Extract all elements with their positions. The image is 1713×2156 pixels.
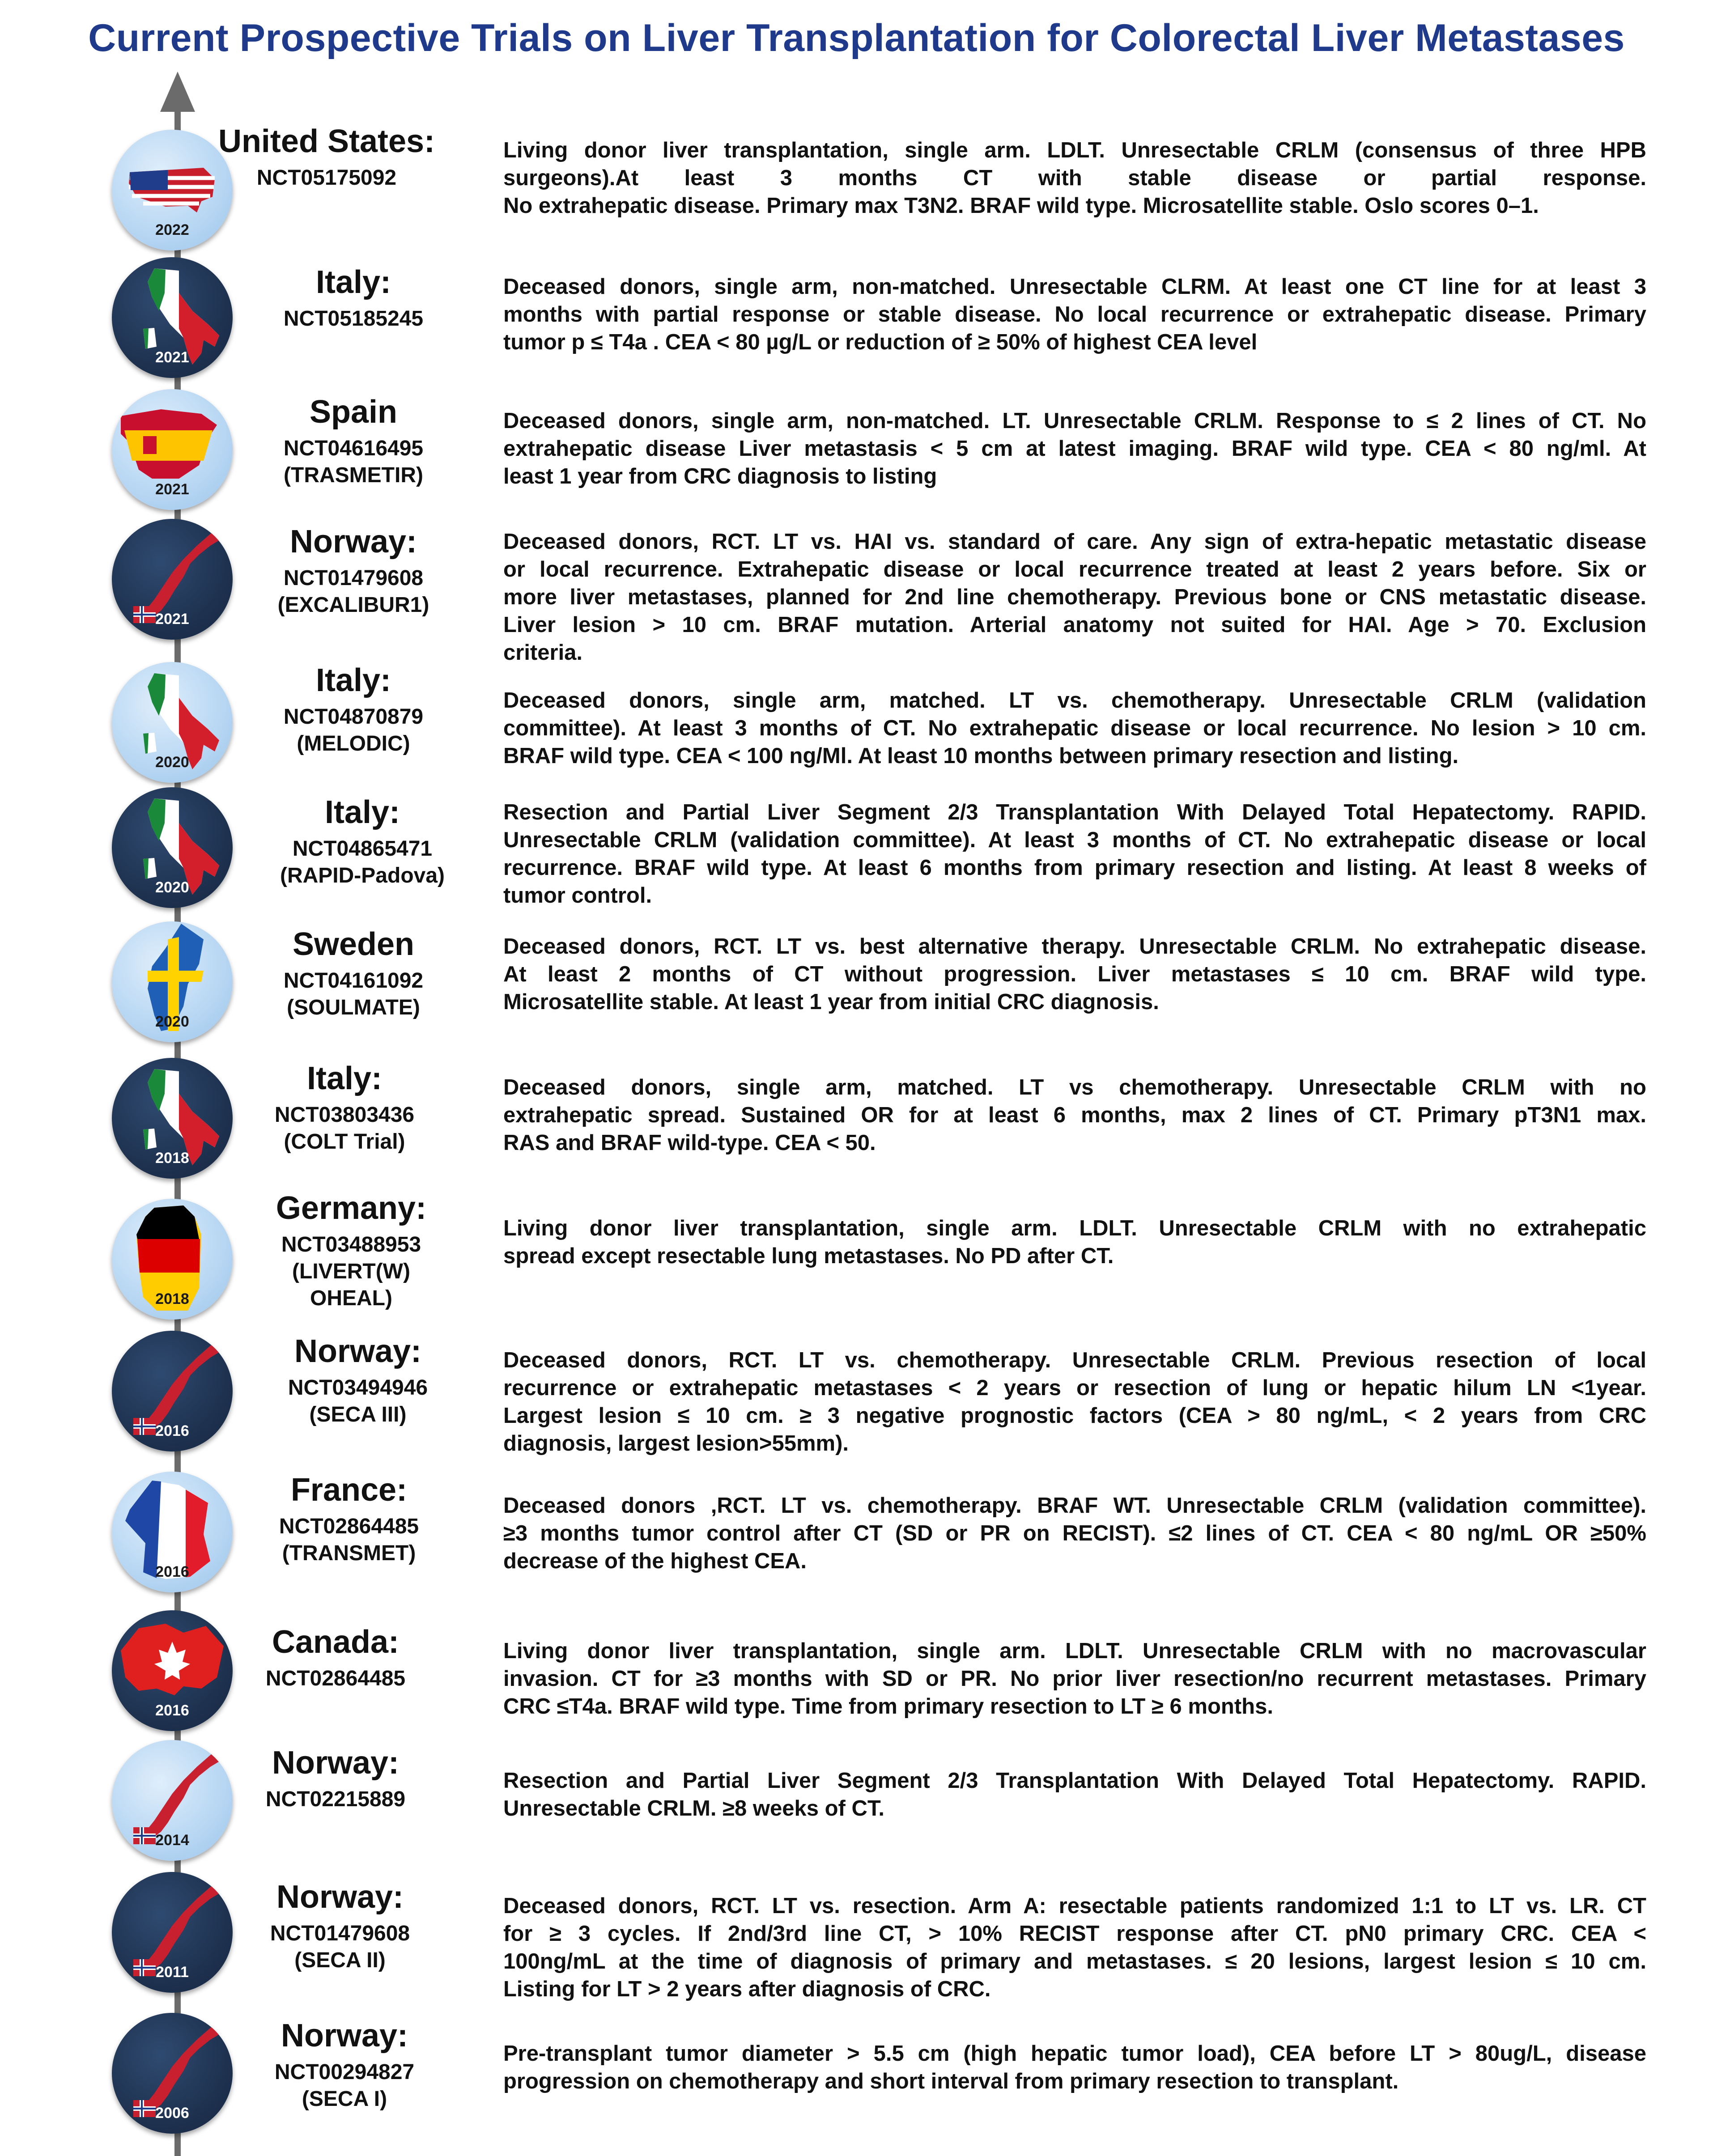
trial-acronym: (SOULMATE) — [287, 996, 420, 1019]
trial-country: Italy: — [315, 264, 391, 300]
trial-country: Spain — [309, 394, 398, 430]
trial-acronym: (EXCALIBUR1) — [277, 593, 429, 617]
trial-description-line: Unresectable CRLM (validation committee). At least 3 months of CT. No extrahepatic disease or local — [503, 828, 1646, 852]
trial-description-line: for ≥ 3 cycles. If 2nd/3rd line CT, > 10% RECIST response after CT. pN0 primary CRC. CEA < — [503, 1922, 1646, 1946]
trial-nct-code: NCT04870879 — [283, 705, 424, 729]
trial-nct-code: NCT05185245 — [283, 307, 424, 331]
trial-description — [503, 1492, 1646, 1575]
trial-description — [503, 1346, 1646, 1457]
trial-nct-code: NCT02864485 — [279, 1515, 419, 1538]
trial-year: 2021 — [155, 481, 189, 498]
page-title: Current Prospective Trials on Liver Transplantation for Colorectal Liver Metastases — [88, 17, 1625, 59]
trial-year: 2016 — [155, 1563, 189, 1580]
trial-description — [503, 798, 1646, 909]
germany-flag-map-icon — [112, 1199, 233, 1320]
trial-year: 2021 — [155, 349, 189, 366]
trial-description-line: BRAF wild type. CEA < 100 ng/Ml. At least 10 months between primary resection and listing. — [503, 744, 1459, 768]
trial-description-line: spread except resectable lung metastases. No PD after CT. — [503, 1244, 1114, 1268]
trial-description-line: At least 2 months of CT without progression. Liver metastases ≤ 10 cm. BRAF wild type. — [503, 962, 1646, 986]
trial-description — [503, 1214, 1646, 1270]
trial-description-line: extrahepatic disease Liver metastasis < 5 cm at latest imaging. BRAF wild type. CEA < 80 ng/ml. At — [503, 437, 1646, 461]
trial-description — [503, 2040, 1646, 2095]
spain-flag-map-icon — [112, 389, 233, 510]
trial-country: Italy: — [315, 662, 391, 698]
trial-description-line: tumor control. — [503, 883, 652, 908]
trial-acronym: (SECA II) — [294, 1948, 386, 1972]
trial-year: 2018 — [155, 1290, 189, 1307]
trial-acronym: OHEAL) — [310, 1286, 392, 1310]
trial-description-line: more liver metastases, planned for 2nd line chemotherapy. Previous bone or CNS metastatic disease. — [503, 585, 1646, 609]
trial-description — [503, 1892, 1646, 2003]
trial-description-line: Resection and Partial Liver Segment 2/3 Transplantation With Delayed Total Hepatectomy. RAPID. — [503, 1769, 1646, 1793]
trial-description-line: Deceased donors, RCT. LT vs. best alternative therapy. Unresectable CRLM. No extrahepatic disease. — [503, 934, 1646, 959]
trial-description-line: Microsatellite stable. At least 1 year from initial CRC diagnosis. — [503, 990, 1159, 1014]
italy-flag-map-icon — [112, 787, 233, 908]
trial-nct-code: NCT04616495 — [283, 437, 424, 460]
trial-description-line: Pre-transplant tumor diameter > 5.5 cm (high hepatic tumor load), CEA before LT > 80ug/L, disease — [503, 2041, 1646, 2066]
trial-country: Norway: — [289, 524, 417, 560]
trial-description-line: Liver lesion > 10 cm. BRAF mutation. Arterial anatomy not suited for HAI. Age > 70. Exclusion — [503, 613, 1646, 637]
trial-year: 2018 — [155, 1150, 189, 1167]
trial-country: Italy: — [324, 794, 400, 830]
trial-description-line: decrease of the highest CEA. — [503, 1549, 807, 1573]
trial-description-line: surgeons).At least 3 months CT with stable disease or partial response. — [503, 166, 1646, 190]
trial-description — [503, 407, 1646, 490]
trial-description — [503, 1767, 1646, 1822]
trial-description-line: 100ng/mL at the time of diagnosis of primary and metastases. ≤ 20 lesions, largest lesion ≤ 10 cm. — [503, 1949, 1646, 1974]
trial-country: Norway: — [272, 1745, 400, 1781]
trial-acronym: (SECA III) — [309, 1403, 407, 1426]
trial-description — [503, 1637, 1646, 1720]
trial-description-line: Deceased donors, single arm, matched. LT vs. chemotherapy. Unresectable CRLM (validation — [503, 688, 1646, 713]
trial-country: Germany: — [276, 1190, 427, 1226]
trial-acronym: (LIVERT(W) — [292, 1260, 410, 1283]
trial-description-line: extrahepatic spread. Sustained OR for at least 6 months, max 2 lines of CT. Primary pT3N1 max. — [503, 1103, 1646, 1127]
trial-nct-code: NCT04161092 — [283, 969, 424, 993]
trial-description-line: RAS and BRAF wild-type. CEA < 50. — [503, 1131, 876, 1155]
trial-description-line: least 1 year from CRC diagnosis to listing — [503, 464, 937, 488]
trial-description-line: Largest lesion ≤ 10 cm. ≥ 3 negative prognostic factors (CEA > 80 ng/mL, < 2 years from CRC — [503, 1404, 1646, 1428]
trial-description-line: or local recurrence. Extrahepatic disease or local recurrence treated at least 2 years before. Six or — [503, 557, 1646, 581]
trial-description-line: Deceased donors ,RCT. LT vs. chemotherapy. BRAF WT. Unresectable CRLM (validation committee). — [503, 1494, 1646, 1518]
trial-description-line: No extrahepatic disease. Primary max T3N2. BRAF wild type. Microsatellite stable. Oslo scores 0–1. — [503, 194, 1539, 218]
trial-nct-code: NCT03494946 — [288, 1376, 428, 1400]
trial-acronym: (COLT Trial) — [284, 1130, 405, 1154]
trial-nct-code: NCT05175092 — [256, 166, 397, 190]
trial-description-line: CRC ≤T4a. BRAF wild type. Time from primary resection to LT ≥ 6 months. — [503, 1694, 1273, 1719]
italy-flag-map-icon — [112, 662, 233, 783]
trial-description-line: progression on chemotherapy and short interval from primary resection to transplant. — [503, 2069, 1399, 2093]
italy-flag-map-icon — [112, 257, 233, 378]
trial-description-line: Deceased donors, single arm, non-matched. LT. Unresectable CRLM. Response to ≤ 2 lines of CT. No — [503, 409, 1646, 433]
trial-nct-code: NCT02215889 — [265, 1787, 406, 1811]
trial-description-line: ≥3 months tumor control after CT (SD or PR on RECIST). ≤2 lines of CT. CEA < 80 ng/mL OR ≥50% — [503, 1521, 1646, 1545]
trial-nct-code: NCT04865471 — [292, 837, 433, 861]
trial-year: 2006 — [155, 2105, 189, 2122]
trial-description-line: Unresectable CRLM. ≥8 weeks of CT. — [503, 1796, 884, 1821]
trial-description-line: invasion. CT for ≥3 months with SD or PR. No prior liver resection/no recurrent metastases. Primary — [503, 1667, 1646, 1691]
trial-acronym: (MELODIC) — [297, 732, 410, 755]
trial-description-line: recurrence or extrahepatic metastases < 2 years or resection of lung or hepatic hilum LN <1year. — [503, 1376, 1646, 1400]
trial-description-line: Listing for LT > 2 years after diagnosis of CRC. — [503, 1977, 991, 2001]
trial-description — [503, 528, 1646, 666]
trial-description-line: months with partial response or stable disease. No local recurrence or extrahepatic disease. Primary — [503, 302, 1646, 327]
trial-description-line: Deceased donors, RCT. LT vs. HAI vs. standard of care. Any sign of extra-hepatic metastatic disease — [503, 530, 1646, 554]
sweden-flag-map-icon — [112, 921, 233, 1042]
trial-country: Norway: — [276, 1879, 404, 1915]
trial-country: Norway: — [294, 1333, 422, 1369]
trial-country: France: — [290, 1472, 408, 1508]
trial-country: Sweden — [292, 926, 415, 962]
trial-nct-code: NCT03803436 — [274, 1103, 415, 1127]
timeline-arrow-icon — [160, 72, 195, 112]
trial-nct-code: NCT03488953 — [281, 1233, 421, 1256]
trial-description-line: Living donor liver transplantation, single arm. LDLT. Unresectable CRLM with no extrahepatic — [503, 1216, 1646, 1240]
trial-acronym: (SECA I) — [302, 2087, 387, 2111]
trial-description-line: diagnosis, largest lesion>55mm). — [503, 1431, 849, 1456]
trial-nct-code: NCT01479608 — [283, 566, 424, 590]
norway-flag-map-icon — [112, 1331, 233, 1451]
trial-description-line: Deceased donors, single arm, non-matched. Unresectable CLRM. At least one CT line for at least 3 — [503, 275, 1646, 299]
trial-description-line: Resection and Partial Liver Segment 2/3 Transplantation With Delayed Total Hepatectomy. RAPID. — [503, 800, 1646, 824]
norway-flag-map-icon — [112, 519, 233, 640]
trial-description — [503, 136, 1646, 220]
trial-year: 2016 — [155, 1702, 189, 1719]
trial-description-line: Living donor liver transplantation, single arm. LDLT. Unresectable CRLM (consensus of three HPB — [503, 138, 1646, 162]
trial-acronym: (RAPID-Padova) — [280, 864, 445, 887]
trial-year: 2021 — [155, 611, 189, 628]
trial-country: Norway: — [281, 2018, 408, 2054]
trial-description — [503, 1074, 1646, 1157]
trial-year: 2011 — [156, 1964, 189, 1981]
trial-description-line: recurrence. BRAF wild type. At least 6 months from primary resection and listing. At least 8 weeks of — [503, 856, 1646, 880]
trial-country: Canada: — [272, 1624, 400, 1660]
trial-year: 2020 — [155, 1013, 189, 1030]
trial-country: Italy: — [306, 1061, 383, 1096]
trial-acronym: (TRANSMET) — [282, 1541, 416, 1565]
trial-description-line: Deceased donors, single arm, matched. LT vs chemotherapy. Unresectable CRLM with no — [503, 1075, 1646, 1099]
trial-year: 2022 — [155, 221, 189, 238]
trial-description-line: Deceased donors, RCT. LT vs. chemotherapy. Unresectable CRLM. Previous resection of local — [503, 1348, 1646, 1372]
trial-description-line: tumor p ≤ T4a . CEA < 80 µg/L or reduction of ≥ 50% of highest CEA level — [503, 330, 1258, 354]
trial-nct-code: NCT02864485 — [265, 1667, 406, 1690]
trial-country: United States: — [218, 123, 435, 159]
trial-description — [503, 687, 1646, 770]
trial-nct-code: NCT01479608 — [270, 1922, 410, 1945]
trial-year: 2020 — [155, 754, 189, 771]
trial-year: 2016 — [155, 1422, 189, 1439]
trial-description — [503, 273, 1646, 356]
trial-description — [503, 933, 1646, 1016]
trial-description-line: criteria. — [503, 641, 583, 665]
trial-description-line: Deceased donors, RCT. LT vs. resection. Arm A: resectable patients randomized 1:1 to LT vs. LR. CT — [503, 1894, 1646, 1918]
trial-year: 2014 — [155, 1832, 189, 1849]
trial-description-line: committee). At least 3 months of CT. No extrahepatic disease or local recurrence. No lesion > 10 cm. — [503, 716, 1646, 740]
trial-acronym: (TRASMETIR) — [284, 463, 423, 487]
trial-nct-code: NCT00294827 — [274, 2060, 415, 2084]
trial-year: 2020 — [155, 879, 189, 896]
trial-description-line: Living donor liver transplantation, single arm. LDLT. Unresectable CRLM with no macrovascular — [503, 1639, 1646, 1663]
